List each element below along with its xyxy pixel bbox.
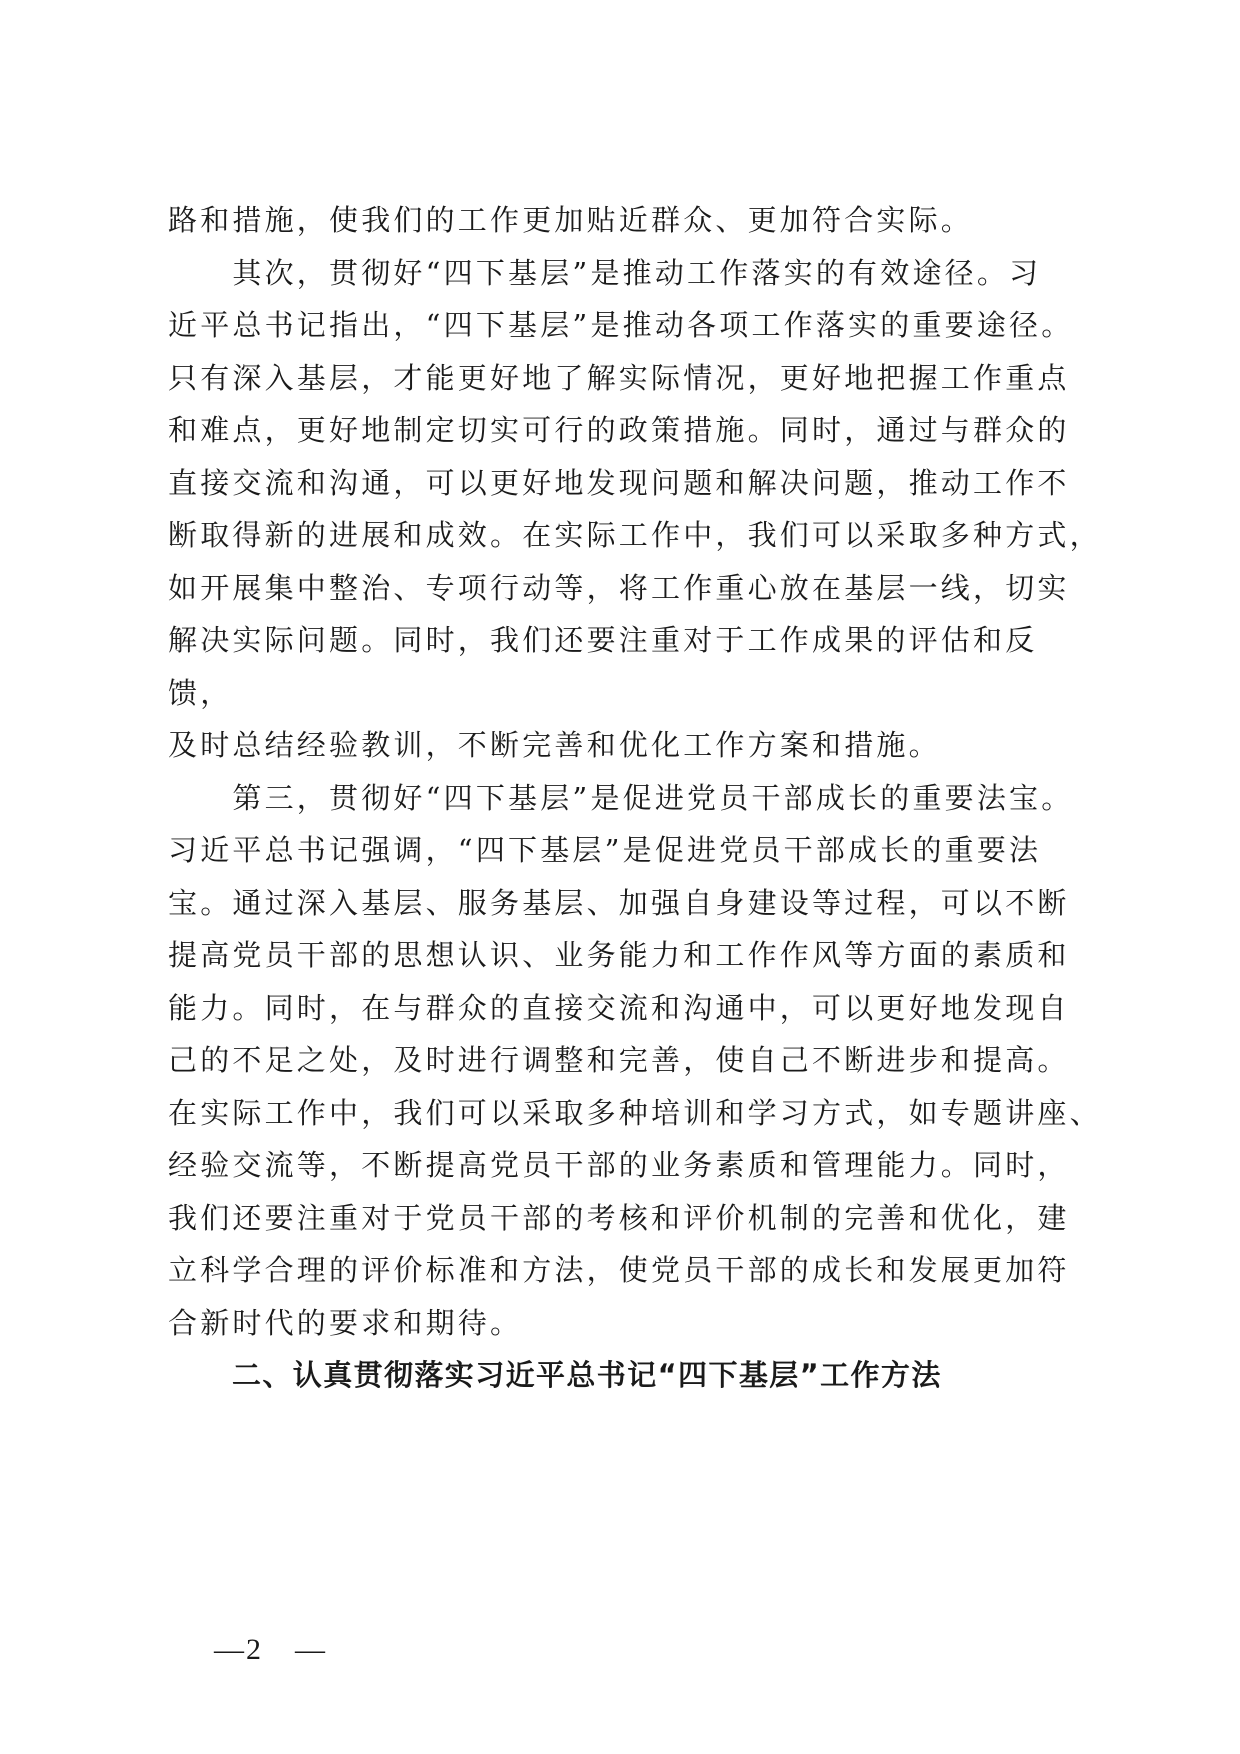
text-line: 第三，贯彻好“四下基层”是促进党员干部成长的重要法宝。	[168, 780, 1074, 815]
text-line: 我们还要注重对于党员干部的考核和评价机制的完善和优化，建	[168, 1200, 1070, 1235]
text-line: 及时总结经验教训，不断完善和优化工作方案和措施。	[168, 728, 941, 762]
text-line: 其次，贯彻好“四下基层”是推动工作落实的有效途径。习	[168, 255, 1042, 290]
text-line: 能力。同时，在与群众的直接交流和沟通中，可以更好地发现自	[168, 990, 1070, 1025]
text-line: 提高党员干部的思想认识、业务能力和工作作风等方面的素质和	[168, 938, 1070, 972]
text-line: 如开展集中整治、专项行动等，将工作重心放在基层一线，切实	[168, 570, 1070, 605]
text-line: 立科学合理的评价标准和方法，使党员干部的成长和发展更加符	[168, 1253, 1070, 1287]
text-line: 近平总书记指出，“四下基层”是推动各项工作落实的重要途径。	[168, 308, 1074, 342]
text-line: 直接交流和沟通，可以更好地发现问题和解决问题，推动工作不	[168, 465, 1070, 500]
text-line: 在实际工作中，我们可以采取多种培训和学习方式，如专题讲座、	[168, 1095, 1102, 1130]
text-line: 合新时代的要求和期待。	[168, 1305, 523, 1340]
text-line: 己的不足之处，及时进行调整和完善，使自己不断进步和提高。	[168, 1043, 1070, 1077]
text-line: 解决实际问题。同时，我们还要注重对于工作成果的评估和反	[168, 623, 1038, 657]
text-line: 馈，	[168, 675, 233, 710]
body-text	[168, 194, 1102, 1402]
text-line: 宝。通过深入基层、服务基层、加强自身建设等过程，可以不断	[168, 885, 1070, 920]
text-line: 和难点，更好地制定切实可行的政策措施。同时，通过与群众的	[168, 413, 1070, 447]
page-number: —2 —	[214, 1633, 327, 1666]
text-line: 路和措施，使我们的工作更加贴近群众、更加符合实际。	[168, 203, 974, 237]
text-line: 经验交流等，不断提高党员干部的业务素质和管理能力。同时，	[168, 1148, 1070, 1182]
text-line: 习近平总书记强调，“四下基层”是促进党员干部成长的重要法	[168, 833, 1042, 867]
section-heading: 二、认真贯彻落实习近平总书记“四下基层”工作方法	[232, 1358, 942, 1392]
text-line: 只有深入基层，才能更好地了解实际情况，更好地把握工作重点	[168, 360, 1070, 395]
text-line: 断取得新的进展和成效。在实际工作中，我们可以采取多种方式，	[168, 518, 1102, 552]
